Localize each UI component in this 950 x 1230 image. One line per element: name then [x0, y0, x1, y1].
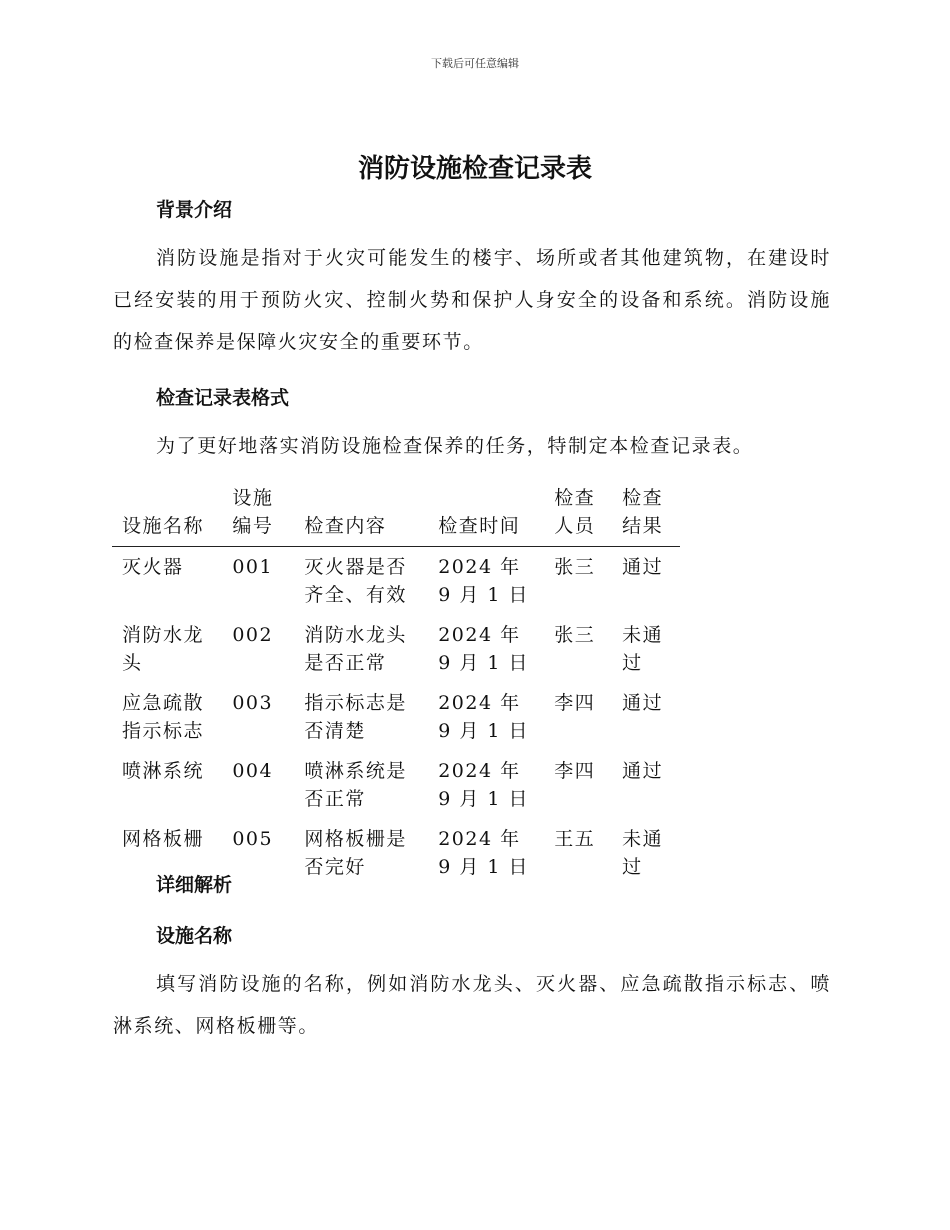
heading-background: 背景介绍 [156, 199, 233, 221]
table-header-row [112, 484, 680, 547]
heading-format: 检查记录表格式 [156, 387, 290, 409]
column-header: 设施编号 [222, 484, 294, 547]
table-cell: 2024 年 9 月 1 日 [438, 760, 530, 810]
table-row [112, 615, 680, 683]
table-cell: 通过 [622, 556, 664, 578]
inspection-table [112, 484, 680, 887]
table-cell: 未通过 [622, 624, 664, 674]
table-cell: 喷淋系统 [122, 760, 205, 782]
table-cell: 004 [232, 760, 274, 782]
column-header: 检查时间 [428, 484, 544, 547]
table-cell: 张三 [554, 556, 596, 578]
table-cell: 灭火器是否齐全、有效 [304, 556, 407, 606]
table-cell: 灭火器 [122, 556, 184, 578]
column-header: 检查内容 [294, 484, 428, 547]
column-header: 检查人员 [544, 484, 612, 547]
table-cell: 网格板栅是否完好 [304, 828, 407, 878]
table-cell: 网格板栅 [122, 828, 205, 850]
table-cell: 应急疏散指示标志 [122, 692, 205, 742]
table-cell: 王五 [554, 828, 596, 850]
column-header: 检查结果 [612, 484, 680, 547]
table-cell: 未通过 [622, 828, 664, 878]
table-row [112, 751, 680, 819]
table-cell: 指示标志是否清楚 [304, 692, 407, 742]
table-cell: 李四 [554, 760, 596, 782]
table-cell: 2024 年 9 月 1 日 [438, 828, 530, 878]
table-cell: 005 [232, 828, 274, 850]
table-cell: 2024 年 9 月 1 日 [438, 692, 530, 742]
table-cell: 喷淋系统是否正常 [304, 760, 407, 810]
paragraph-facility-name: 填写消防设施的名称，例如消防水龙头、灭火器、应急疏散指示标志、喷淋系统、网格板栅等。 [113, 973, 831, 1037]
table-cell: 消防水龙头 [122, 624, 205, 674]
table-cell: 002 [232, 624, 274, 646]
table-cell: 通过 [622, 760, 664, 782]
table-row [112, 683, 680, 751]
table-cell: 消防水龙头是否正常 [304, 624, 407, 674]
paragraph-background: 消防设施是指对于火灾可能发生的楼宇、场所或者其他建筑物，在建设时已经安装的用于预防火灾、控制火势和保护人身安全的设备和系统。消防设施的检查保养是保障火灾安全的重要环节。 [113, 247, 831, 353]
table-cell: 2024 年 9 月 1 日 [438, 556, 530, 606]
paragraph-format: 为了更好地落实消防设施检查保养的任务，特制定本检查记录表。 [156, 435, 754, 457]
table-cell: 2024 年 9 月 1 日 [438, 624, 530, 674]
table-cell: 001 [232, 556, 274, 578]
table-row [112, 547, 680, 616]
page-title: 消防设施检查记录表 [357, 154, 592, 184]
column-header: 设施名称 [112, 484, 222, 547]
heading-detail: 详细解析 [156, 874, 233, 896]
table-cell: 李四 [554, 692, 596, 714]
table-cell: 张三 [554, 624, 596, 646]
table-cell: 003 [232, 692, 274, 714]
heading-facility-name: 设施名称 [156, 925, 233, 947]
table-cell: 通过 [622, 692, 664, 714]
header-note: 下载后可任意编辑 [431, 57, 519, 70]
